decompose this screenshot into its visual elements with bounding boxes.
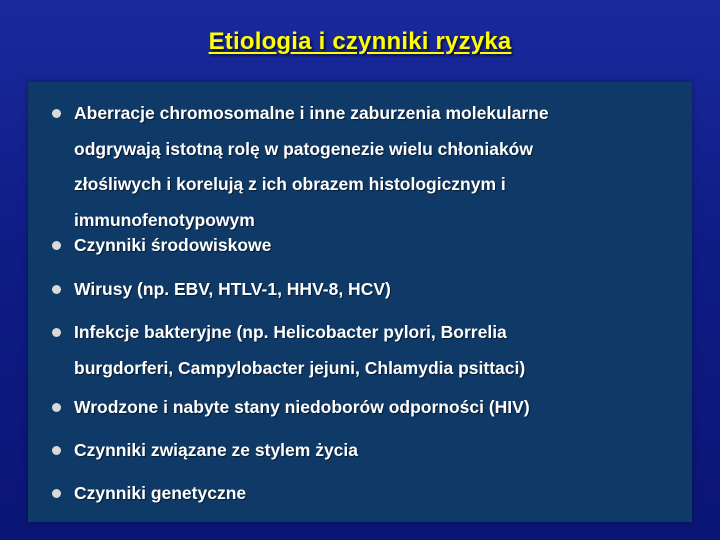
bullet-dot-icon	[52, 241, 61, 250]
bullet-line: burgdorferi, Campylobacter jejuni, Chlamydia psittaci)	[74, 357, 526, 378]
bullet-text	[74, 272, 674, 308]
bullet-text	[74, 228, 674, 264]
bullet-line: Czynniki genetyczne	[74, 483, 247, 503]
bullet-dot-icon	[52, 328, 61, 337]
bullet-line: Czynniki związane ze stylem życia	[74, 440, 359, 460]
bullet-dot-icon	[52, 109, 61, 118]
bullet-text	[74, 315, 674, 386]
bullet-line: Infekcje bakteryjne (np. Helicobacter pylori, Borrelia	[74, 322, 507, 342]
bullet-dot-icon	[52, 446, 61, 455]
bullet-dot-icon	[52, 489, 61, 498]
bullet-line: Aberracje chromosomalne i inne zaburzenia molekularne	[74, 103, 549, 123]
bullet-text	[74, 96, 674, 238]
slide-title: Etiologia i czynniki ryzyka	[208, 28, 512, 55]
bullet-line: złośliwych i korelują z ich obrazem histologicznym i	[74, 174, 506, 194]
content-panel	[28, 82, 692, 522]
bullet-text	[74, 390, 674, 426]
bullet-dot-icon	[52, 403, 61, 412]
bullet-text	[74, 476, 674, 512]
bullet-dot-icon	[52, 285, 61, 294]
bullet-line: Wrodzone i nabyte stany niedoborów odporności (HIV)	[74, 397, 530, 417]
bullet-line: Czynniki środowiskowe	[74, 235, 272, 255]
bullet-line: odgrywają istotną rolę w patogenezie wielu chłoniaków	[74, 138, 533, 159]
bullet-line: Wirusy (np. EBV, HTLV-1, HHV-8, HCV)	[74, 279, 391, 299]
bullet-text	[74, 433, 674, 469]
bullet-line: immunofenotypowym	[74, 209, 255, 230]
